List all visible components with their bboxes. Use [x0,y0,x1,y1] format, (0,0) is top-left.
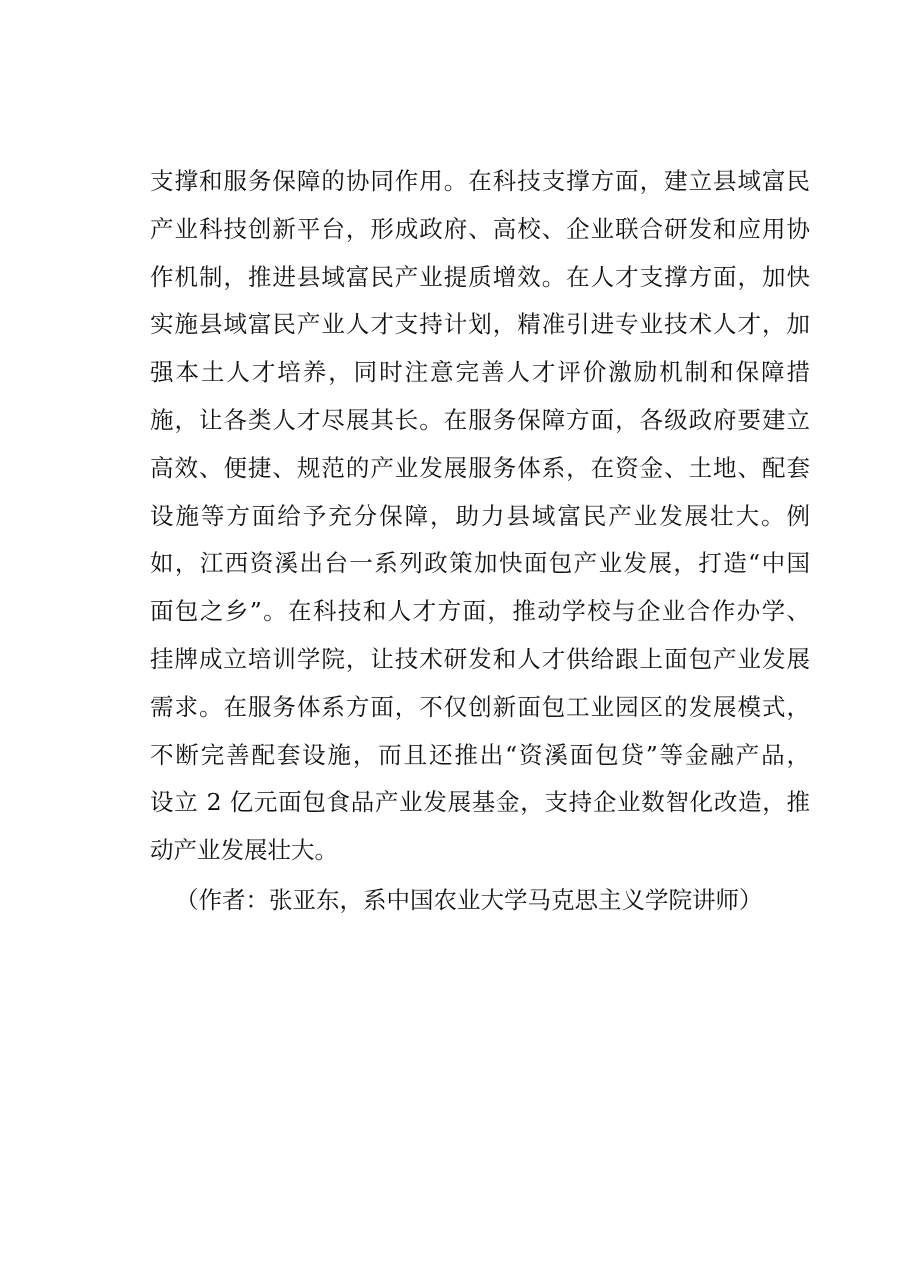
body-line: 挂牌成立培训学院，让技术研发和人才供给跟上面包产业发展 [150,644,810,673]
body-line: 实施县域富民产业人才支持计划，精准引进专业技术人才，加 [150,310,810,339]
body-line: 面包之乡”。在科技和人才方面，推动学校与企业合作办学、 [150,597,810,626]
article-body [150,158,810,875]
body-line: 不断完善配套设施，而且还推出“资溪面包贷”等金融产品， [150,740,810,769]
body-line: 支撑和服务保障的协同作用。在科技支撑方面，建立县域富民 [150,167,810,195]
body-line: 需求。在服务体系方面，不仅创新面包工业园区的发展模式， [150,692,810,721]
author-byline: （作者：张亚东，系中国农业大学马克思主义学院讲师） [175,886,763,914]
body-line: 强本土人才培养，同时注意完善人才评价激励机制和保障措 [150,358,810,387]
body-line: 动产业发展壮大。 [150,836,338,865]
body-line: 设施等方面给予充分保障，助力县域富民产业发展壮大。例 [150,501,810,530]
body-line: 施，让各类人才尽展其长。在服务保障方面，各级政府要建立 [150,405,810,434]
body-line: 产业科技创新平台，形成政府、高校、企业联合研发和应用协 [150,214,810,243]
body-line: 作机制，推进县域富民产业提质增效。在人才支撑方面，加快 [150,262,810,291]
body-line: 设立 2 亿元面包食品产业发展基金，支持企业数智化改造，推 [150,788,810,817]
body-line: 如，江西资溪出台一系列政策加快面包产业发展，打造“中国 [150,549,810,578]
body-line: 高效、便捷、规范的产业发展服务体系，在资金、土地、配套 [150,453,810,482]
